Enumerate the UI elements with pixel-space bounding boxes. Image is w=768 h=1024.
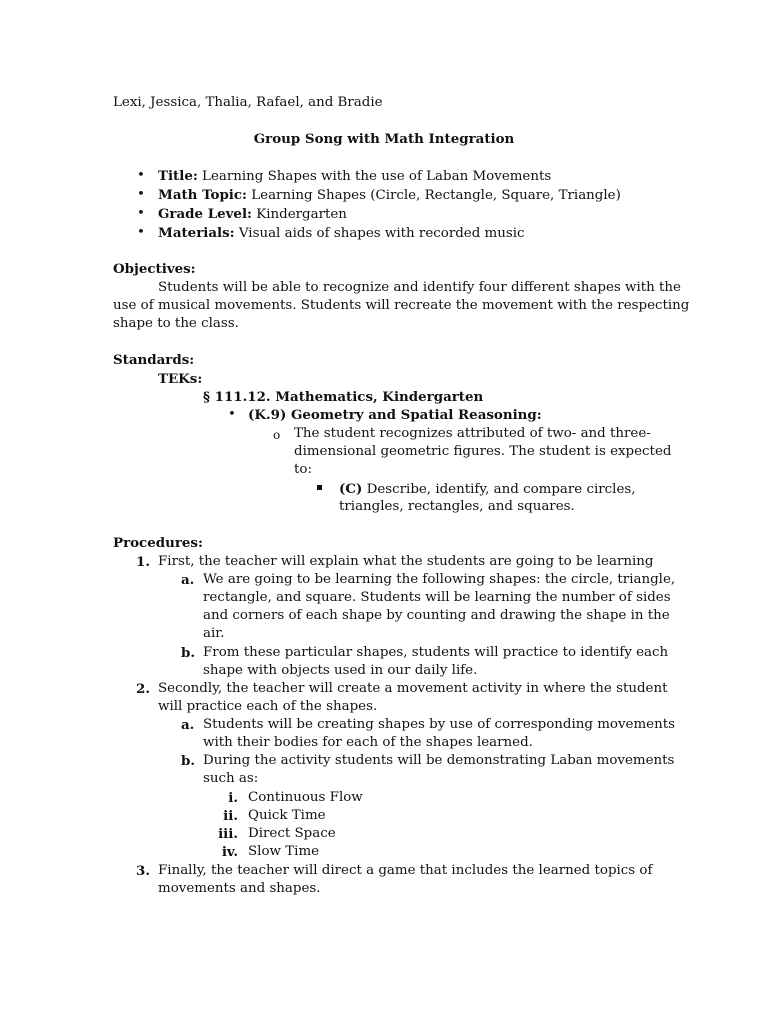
procedure-substep: Students will be creating shapes by use of corresponding movements <box>203 717 675 732</box>
movement-item: Slow Time <box>248 844 320 859</box>
circle-bullet: o <box>273 428 281 442</box>
bullet-icon: • <box>228 407 236 422</box>
objectives-heading: Objectives: <box>113 261 196 277</box>
info-math-topic: Math Topic: Learning Shapes (Circle, Rectangle, Square, Triangle) <box>158 187 621 203</box>
procedure-step: First, the teacher will explain what the students are going to be learning <box>158 554 654 569</box>
list-letter: a. <box>181 572 195 588</box>
standard-c: (C) Describe, identify, and compare circles, <box>339 481 636 497</box>
bullet-icon: • <box>137 206 145 221</box>
procedure-substep: From these particular shapes, students will practice to identify each <box>203 645 669 660</box>
procedure-substep: and corners of each shape by counting and drawing the shape in the <box>203 608 670 623</box>
procedure-substep: During the activity students will be demonstrating Laban movements <box>203 753 675 768</box>
standard-description: to: <box>294 462 312 477</box>
procedure-step: Secondly, the teacher will create a movement activity in where the student <box>158 681 668 696</box>
bullet-icon: • <box>137 187 145 202</box>
procedure-substep: rectangle, and square. Students will be learning the number of sides <box>203 590 671 605</box>
list-letter: b. <box>181 753 196 769</box>
procedure-substep: such as: <box>203 771 259 786</box>
list-letter: a. <box>181 717 195 733</box>
movement-item: Continuous Flow <box>248 790 363 805</box>
movement-item: Direct Space <box>248 826 336 841</box>
procedures-heading: Procedures: <box>113 535 203 551</box>
procedure-step: Finally, the teacher will direct a game that includes the learned topics of <box>158 863 653 878</box>
procedure-substep: air. <box>203 626 225 641</box>
objectives-text: shape to the class. <box>113 316 239 331</box>
movement-item: Quick Time <box>248 808 326 823</box>
procedure-step: will practice each of the shapes. <box>158 699 378 714</box>
list-letter: b. <box>181 645 196 661</box>
authors-line: Lexi, Jessica, Thalia, Rafael, and Bradie <box>113 95 383 110</box>
list-roman: iv. <box>221 844 238 860</box>
standard-description: dimensional geometric figures. The student is expected <box>294 444 672 459</box>
standards-heading: Standards: <box>113 352 195 368</box>
procedure-substep: with their bodies for each of the shapes learned. <box>203 735 533 750</box>
list-number: 3. <box>136 863 150 879</box>
procedure-substep: We are going to be learning the following shapes: the circle, triangle, <box>203 572 676 587</box>
document-title: Group Song with Math Integration <box>253 131 515 147</box>
square-bullet-icon <box>317 485 322 490</box>
procedure-substep: shape with objects used in our daily life. <box>203 663 478 678</box>
objectives-text: use of musical movements. Students will recreate the movement with the respecting <box>113 298 690 313</box>
bullet-icon: • <box>137 225 145 240</box>
info-materials: Materials: Visual aids of shapes with recorded music <box>158 225 525 241</box>
list-number: 2. <box>136 681 150 697</box>
bullet-icon: • <box>137 168 145 183</box>
list-number: 1. <box>136 554 150 570</box>
standard-k9: (K.9) Geometry and Spatial Reasoning: <box>248 407 542 423</box>
info-grade-level: Grade Level: Kindergarten <box>158 206 347 222</box>
procedure-step: movements and shapes. <box>158 881 321 896</box>
standard-section: § 111.12. Mathematics, Kindergarten <box>203 389 484 405</box>
list-roman: iii. <box>218 826 238 842</box>
info-title: Title: Learning Shapes with the use of Laban Movements <box>158 168 552 184</box>
objectives-text: Students will be able to recognize and identify four different shapes with the <box>158 280 681 295</box>
standard-c: triangles, rectangles, and squares. <box>339 499 575 514</box>
teks-label: TEKs: <box>158 371 203 387</box>
list-roman: i. <box>228 790 238 806</box>
standard-description: The student recognizes attributed of two- and three- <box>294 426 651 441</box>
list-roman: ii. <box>223 808 238 824</box>
